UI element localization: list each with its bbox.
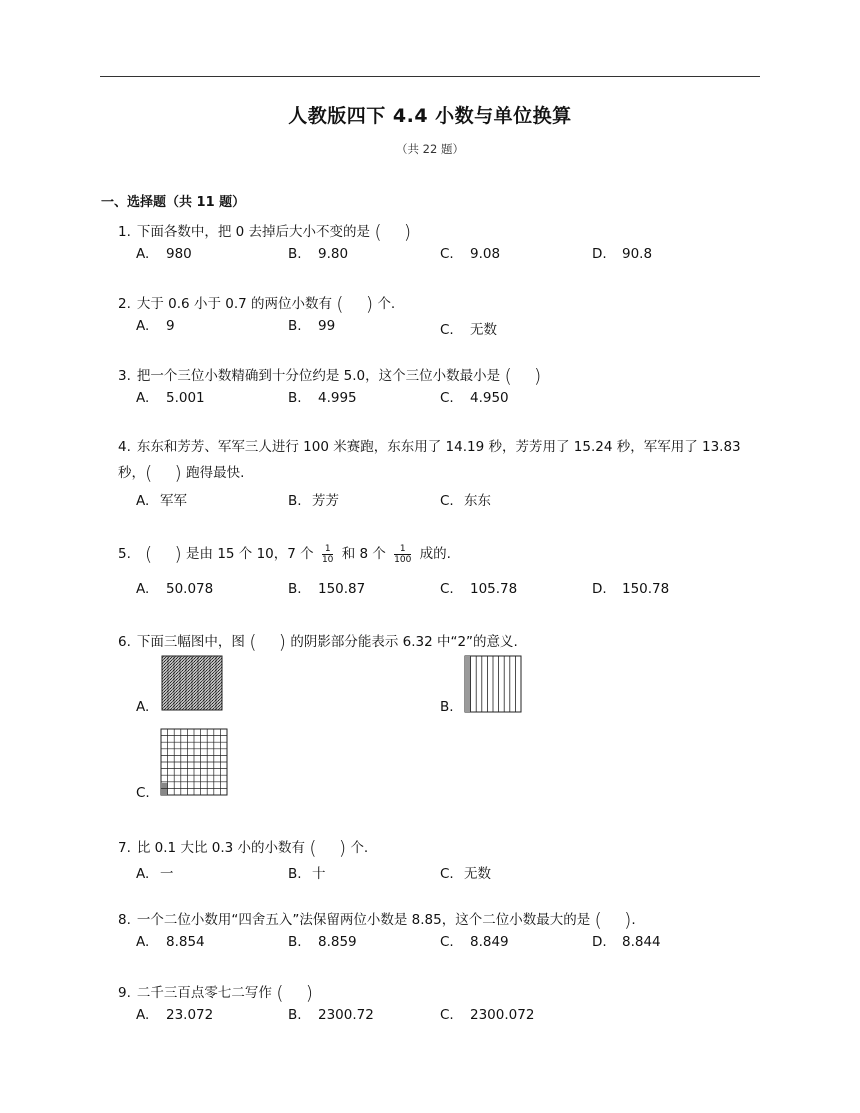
q2-option-c[interactable]: C. 无数	[440, 322, 497, 338]
q9-option-b[interactable]: B. 2300.72	[288, 1007, 374, 1023]
question-7: 7. 比 0.1 大比 0.3 小的小数有 ( ) 个.	[118, 837, 369, 859]
q8-option-c[interactable]: C. 8.849	[440, 934, 509, 950]
page-subtitle: （共 22 题）	[396, 142, 464, 156]
q6-option-a[interactable]: A.	[136, 699, 150, 715]
q6-option-c[interactable]: C.	[136, 785, 150, 801]
q8-option-b[interactable]: B. 8.859	[288, 934, 357, 950]
q6-option-b[interactable]: B.	[440, 699, 454, 715]
q5-option-d[interactable]: D. 150.78	[592, 581, 670, 597]
q6-figure-c[interactable]	[160, 728, 228, 796]
q2-option-b[interactable]: B. 99	[288, 318, 336, 334]
answer-paren: ( )	[249, 631, 287, 653]
q1-option-a[interactable]: A. 980	[136, 246, 192, 262]
q3-option-a[interactable]: A. 5.001	[136, 390, 205, 406]
q8-option-a[interactable]: A. 8.854	[136, 934, 205, 950]
q5-option-a[interactable]: A. 50.078	[136, 581, 214, 597]
question-number: 1.	[118, 224, 131, 240]
q6-figure-a[interactable]	[161, 655, 223, 711]
answer-paren: ( )	[144, 543, 182, 565]
q1-option-c[interactable]: C. 9.08	[440, 246, 501, 262]
question-1	[118, 220, 411, 243]
question-2: 2. 大于 0.6 小于 0.7 的两位小数有 ( ) 个.	[118, 293, 396, 315]
question-4: 4. 东东和芳芳、军军三人进行 100 米赛跑，东东用了 14.19 秒，芳芳用了 15.24 秒，军军用了 13.83 秒，( ) 跑得最快.	[118, 439, 741, 484]
q1-option-d[interactable]: D. 90.8	[592, 246, 653, 262]
question-text: 下面各数中，把 0 去掉后大小不变的是	[136, 224, 371, 240]
answer-paren: ( )	[276, 982, 314, 1004]
q5-option-c[interactable]: C. 105.78	[440, 581, 518, 597]
q9-option-a[interactable]: A. 23.072	[136, 1007, 214, 1023]
section-heading: 一、选择题（共 11 题）	[101, 195, 246, 210]
q7-option-c[interactable]: C. 无数	[440, 866, 491, 882]
answer-paren: ( )	[336, 293, 374, 315]
question-5: 5. ( ) 是由 15 个 10，7 个 $\frac{1}{10}$ 和 8 个 $\frac{1}{100}$ 成的.	[118, 543, 451, 565]
fraction-one-tenth: $\frac{1}{10}$	[321, 543, 334, 565]
q8-option-d[interactable]: D. 8.844	[592, 934, 661, 950]
q4-option-b[interactable]: B. 芳芳	[288, 493, 339, 509]
question-9: 9. 二千三百点零七二写作 ( )	[118, 982, 314, 1004]
answer-paren: ( )	[145, 462, 182, 484]
fraction-one-hundredth: $\frac{1}{100}$	[394, 543, 412, 565]
q1-option-b[interactable]: B. 9.80	[288, 246, 349, 262]
q4-option-c[interactable]: C. 东东	[440, 493, 491, 509]
page-title: 人教版四下 4.4 小数与单位换算	[288, 105, 572, 127]
answer-paren: ( )	[374, 221, 412, 243]
question-6: 6. 下面三幅图中，图 ( ) 的阴影部分能表示 6.32 中“2”的意义.	[118, 631, 518, 653]
q5-option-b[interactable]: B. 150.87	[288, 581, 366, 597]
answer-paren: ( )	[504, 365, 542, 387]
top-rule	[100, 76, 760, 77]
question-3: 3. 把一个三位小数精确到十分位约是 5.0，这个三位小数最小是 ( )	[118, 365, 542, 387]
q9-option-c[interactable]: C. 2300.072	[440, 1007, 535, 1023]
q7-option-b[interactable]: B. 十	[288, 866, 326, 882]
q7-option-a[interactable]: A. 一	[136, 866, 174, 882]
q6-figure-b[interactable]	[464, 655, 522, 713]
q3-option-c[interactable]: C. 4.950	[440, 390, 509, 406]
question-8: 8. 一个二位小数用“四舍五入”法保留两位小数是 8.85，这个二位小数最大的是 ( ).	[118, 909, 636, 931]
q2-option-a[interactable]: A. 9	[136, 318, 175, 334]
answer-paren: ( )	[594, 909, 632, 931]
q3-option-b[interactable]: B. 4.995	[288, 390, 357, 406]
answer-paren: ( )	[309, 837, 347, 859]
q4-option-a[interactable]: A. 军军	[136, 493, 187, 509]
